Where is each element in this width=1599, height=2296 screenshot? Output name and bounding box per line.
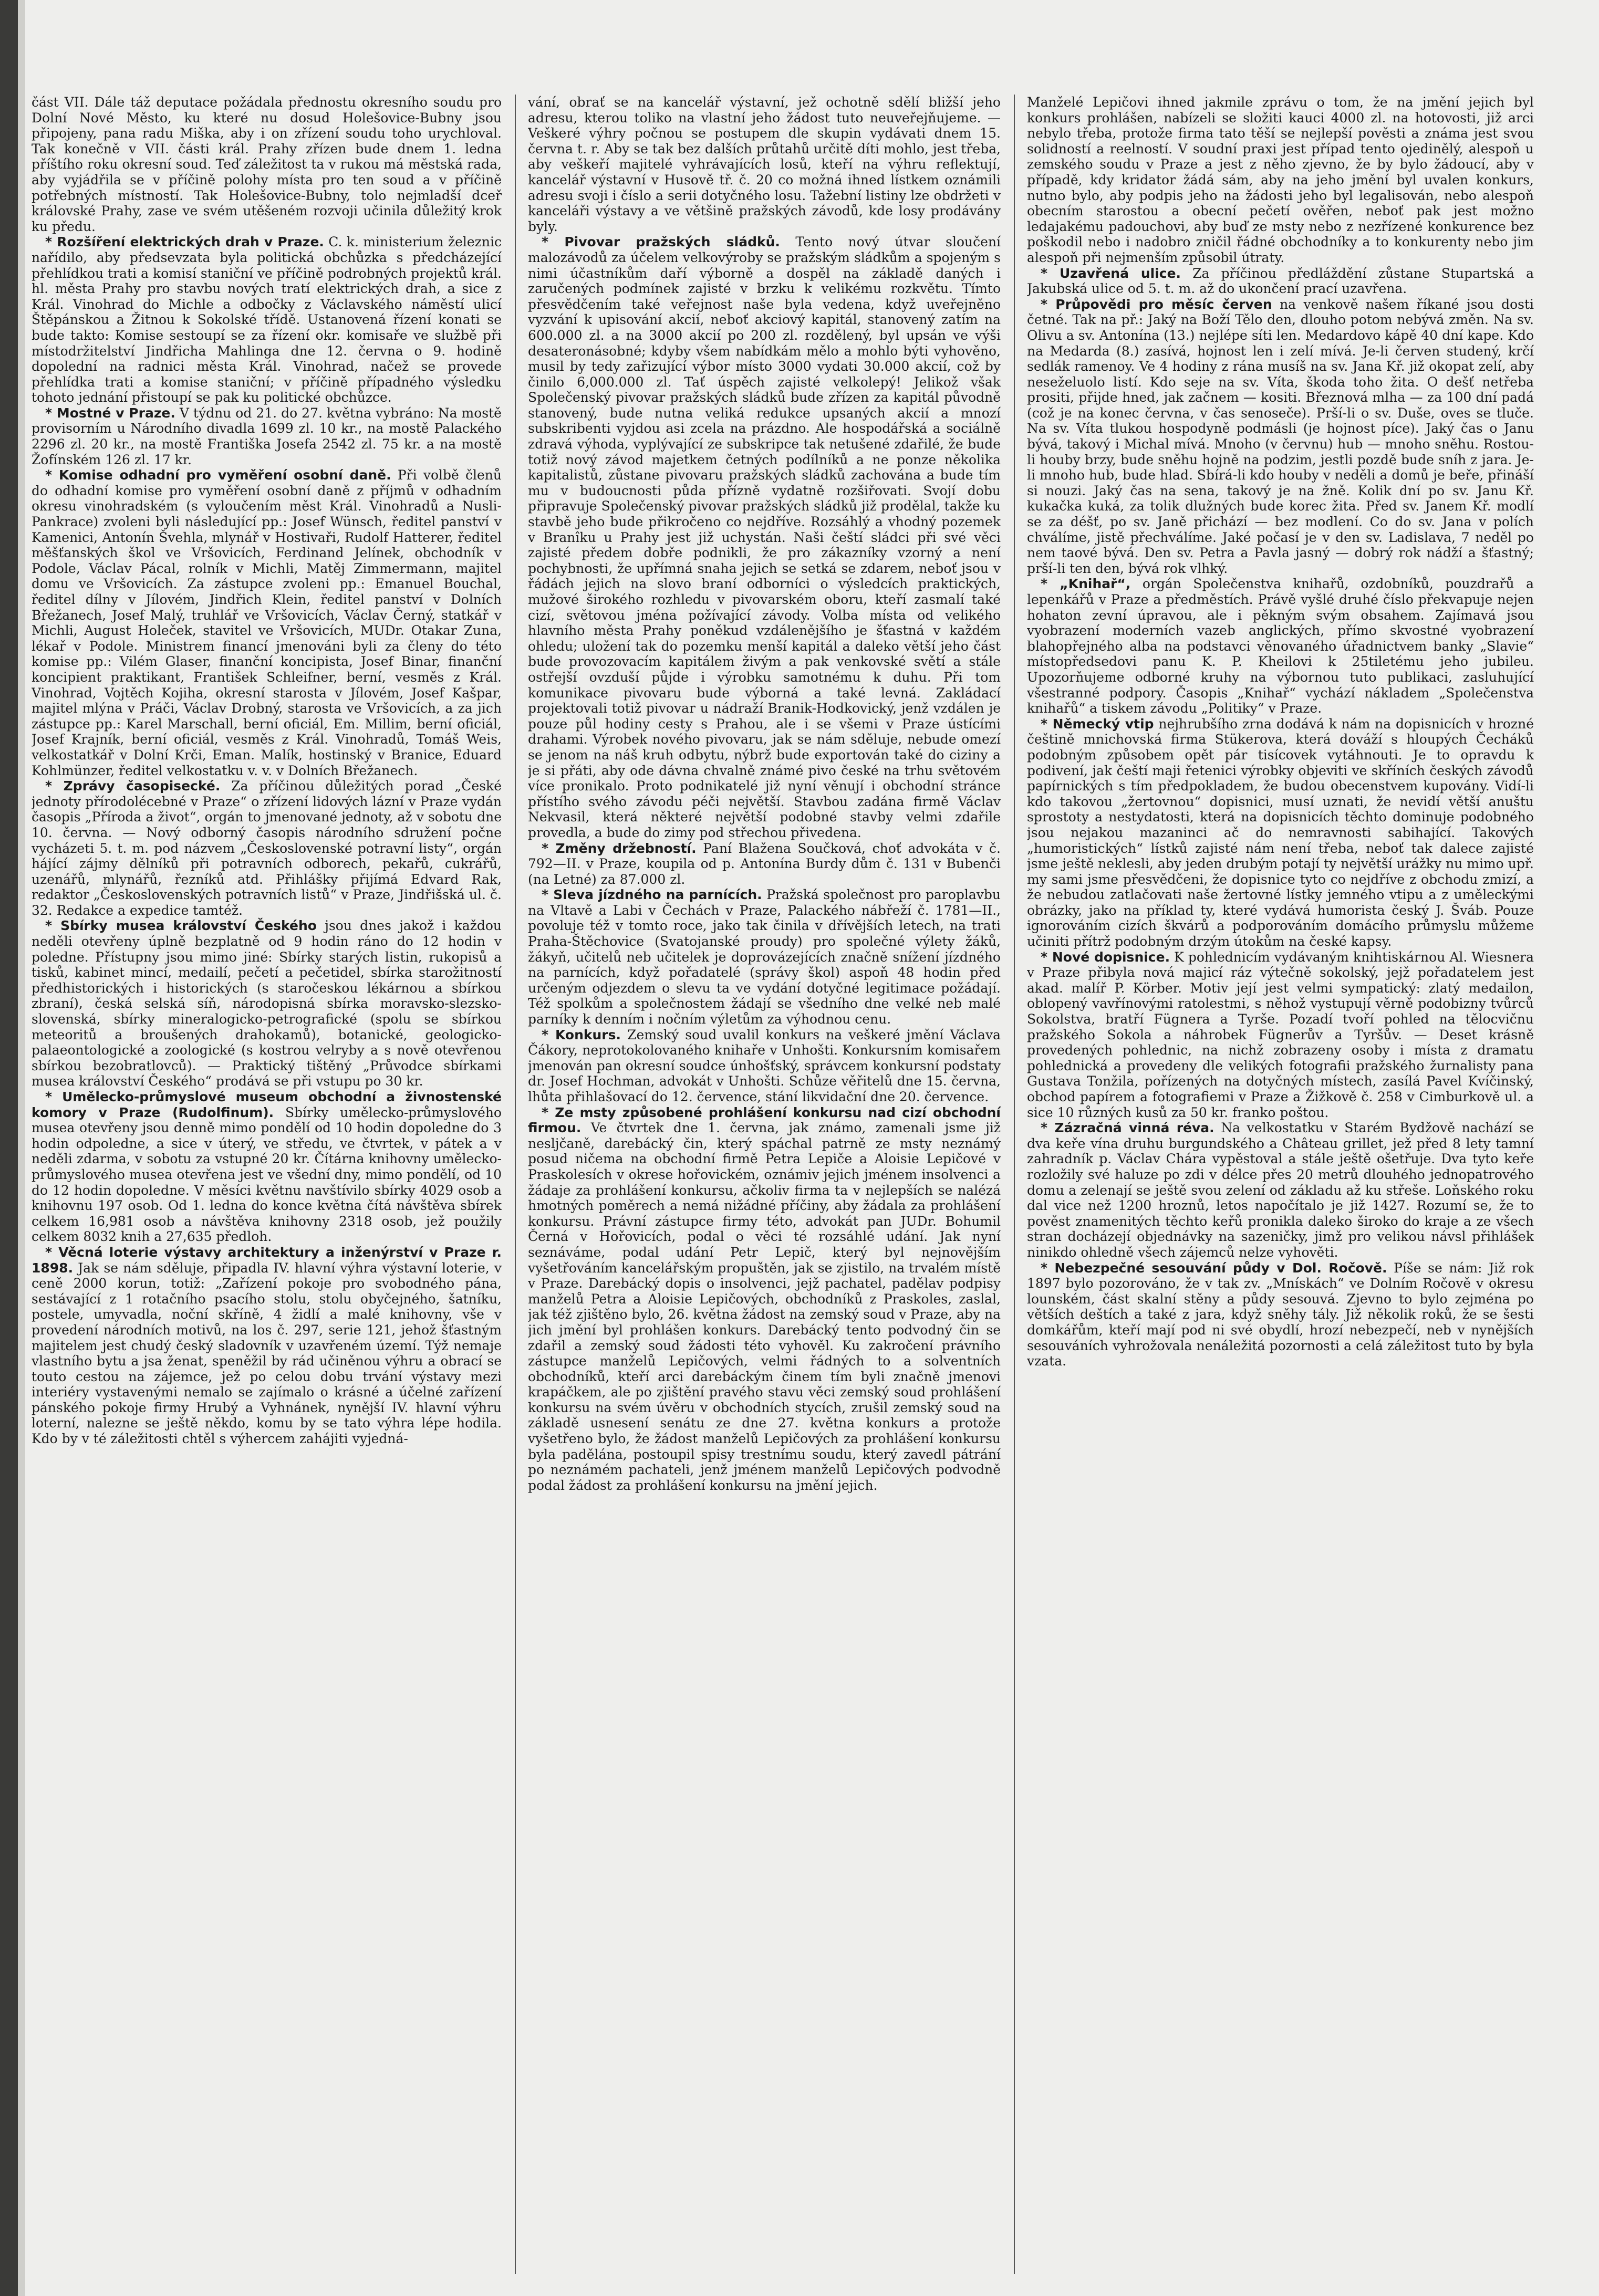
news-headline: * Rozšíření elektrických drah v Praze. — [45, 234, 324, 250]
scan-binding-edge — [0, 0, 18, 2296]
article-column-3 — [1027, 95, 1534, 2274]
news-item — [528, 841, 1001, 888]
news-text: V týdnu od 21. do 27. května vybráno: Na mostě provisorním u Národního divadla 1699 zl. 10 kr., na mostě Palackého 2296 zl. 20 kr., na mostě Františka Josefa 2542 zl. 75 kr. a na mostě Žofínském 126 zl. 17 kr. — [32, 405, 502, 467]
news-text: orgán Společenstva knihařů, ozdobníků, pouzdrařů a lepenkářů v Praze a předměstích. Právě vyšlé druhé číslo překvapuje nejen hohaton zevní úpravou, ale i pěkným svým obsahem. Zajímavá jsou vyobrazení moderních vazeb anglických, přímo skvostné vyobrazení blahopřejného alba na podstavci věnovaného úřadnictvem banky „Slavie“ místopředsedovi panu K. P. Kheilovi k 25tiletému jeho jubileu. Upozorňujeme odborné kruhy na výbornou tuto publikaci, zasluhující všestranné podpory. Časopis „Knihař“ vychází nákladem „Společenstva knihařů“ a tiskem závodu „Politiky“ v Praze. — [1027, 576, 1534, 716]
news-text: Pražská společnost pro paroplavbu na Vltavě a Labi v Čechách v Praze, Palackého nábřeží č. 1781—II., povoluje též v tomto roce, jako tak činila v dřívějších letech, na trati Praha-Štěchovice (Svatojanské proudy) pro společné výlety žáků, žákyň, učitelů neb učitelek je doprovázejících značně snížení jízdného na parnících, když pořadatelé (správy škol) aspoň 48 hodin před určeným odjezdem o slevu ta ve vydání dotyčné legitimace požádají. Též spolkům a společnostem žádají se všedního dne velké neb malé parníky k denním i nočním výletům za výhodnou cenu. — [528, 887, 1001, 1027]
news-text: Sbírky umělecko-průmyslového musea otevřeny jsou denně mimo pondělí od 10 hodin dopoledne do 3 hodin odpoledne, a sice v úterý, ve středu, ve čtvrtek, v pátek a v neděli zdarma, v sobotu za vstupné 20 kr. Čítárna knihovny umělecko-průmyslového musea otevřena jest ve všední dny, mimo pondělí, od 10 do 12 hodin dopoledne. V měsíci květnu navštívilo sbírky 4029 osob a knihovnu 197 osob. Od 1. ledna do konce května čítá návštěva sbírek celkem 16,981 osob a návštěva knihovny 2318 osob, jež použily celkem 8032 knih a 27,635 předloh. — [32, 1104, 502, 1245]
news-headline: * Konkurs. — [542, 1027, 621, 1042]
news-item — [32, 1245, 502, 1447]
news-text: C. k. ministerium železnic nařídilo, aby předsevzata byla politická obchůzka s předcházející přehlídkou trati a komisí staniční ve příčině podrobných projektů král. hl. města Prahy pro stavbu nových tratí elektrických drah, a sice z Král. Vinohrad do Michle a odbočky z Václavského náměstí ulicí Štěpánskou a Žitnou k Sokolské třídě. Ustanovená řízení konati se bude takto: Komise sestoupí se za řízení okr. komisaře ve službě při místodržitelství Jindřicha Mahlinga dne 12. června o 9. hodině dopolední na radnici města Král. Vinohrad, načež se provede přehlídka trati a komise staniční; v příčině případného výsledku tohoto jednání přistoupí se pak ku politické obchůzce. — [32, 234, 502, 405]
news-item — [1027, 266, 1534, 297]
news-text: Jak se nám sděluje, připadla IV. hlavní výhra výstavní loterie, v ceně 2000 korun, totiž: „Zařízení pokoje pro svobodného pána, sestávající z 1 rotačního psacího stolu, stolu obyčejného, šatníku, postele, umyvadla, noční skříně, 4 židlí a malé knihovny, vše v provedení národních motivů, na los č. 297, serie 121, jehož šťastným majitelem jest chudý český sladovník v uzavřeném území. Týž nemaje vlastního bytu a jsa ženat, speněžil by rád učiněnou výhru a obrací se touto cestou na zájemce, jež po celou dobu trvání výstavy mezi interiéry vystavenými nemalo se zajímalo o krásné a účelné zařízení pánského pokoje firmy Hrubý a Vyhnánek, nynější IV. hlavní výhru loterní, nalezne se ještě někdo, komu by se tato výhra lépe hodila. Kdo by v té záležitosti chtěl s výhercem zahájiti vyjedná- — [32, 1260, 502, 1447]
news-text: K pohlednicím vydávaným knihtiskárnou Al. Wiesnera v Praze přibyla nová majicí ráz výtečně sokolský, jejž pořadatelem jest akad. malíř P. Körber. Motiv její jest velmi sympatický: zlatý medailon, oblopený vavřínovými ratolestmi, s něhož vystupují věrně podobizny tvůrců Sokolstva, bratří Fügnera a Tyrše. Pozadí tvoří pohled na tělocvičnu pražského Sokola a náhrobek Fügnerův a Tyršův. — Deset krásně provedených pohlednic, na nichž zobrazeny osoby i místa z dramatu pohlednická a provedeny dle velikých fotografii pražského žurnalisty pana Gustava Tonžila, pořízených na dotyčných místech, zasílá Pavel Kvíčinský, obchod papírem a fotografiemi v Praze a Žižkově č. 258 v Cimburkově ul. a sice 10 různých kusů za 50 kr. franko poštou. — [1027, 949, 1534, 1120]
news-text: Tento nový útvar sloučení malozávodů za účelem velkovýroby se pražským sládkům a spojeným s nimi účastníkům daří výborně a dospěl na základě daných i zaručených podmínek zajisté v brzku k velikému rozkvětu. Tímto přesvědčením také veřejnost naše byla vedena, když uveřejněno vyzvání k upisování akcií, neboť akciový kapitál, stanovený zatím na 600.000 zl. a na 3000 akcií po 200 zl. rozdělený, byl upsán ve výši desateronásobné; kdyby všem nabídkám mělo a mohlo býti vyhověno, musil by tedy zařizující výbor místo 3000 vydati 30.000 akcií, což by činilo 6,000.000 zl. Tať úspěch zajisté velkolepý! Jelikož však Společenský pivovar pražských sládků bude zřízen za kapitál původně stanovený, bude nutna veliká redukce upsaných akcií a mnozí subskribenti vyjdou asi zcela na prázdno. Ale hospodářská a sociálně zdravá výhoda, vyplývající ze subskripce tak netušené zdařilé, že bude totiž nový závod majetkem četných podílníků a ne ponze několika kapitalistů, zůstane pivovaru pražských sládků zachována a bude tím mu v budoucnosti půda přízně vydatně rozšiřovati. Svojí dobu připravuje Společenský pivovar pražských sládků již prodělal, takže ku stavbě jeho bude přikročeno co nejdříve. Rozsáhlý a vhodný pozemek v Branîku u Prahy jest již uchystán. Naši čeští sládci při své věci zajisté předem dobře podnikli, že pro zákazníky vzorný a není pochybnosti, že upřímná snaha jejich se setká se zdarem, neboť jsou v řádách jejich na slovo braní odborníci o výsledcích praktických, mužové širokého rozhledu v pivovarském oboru, kteří zasmalí také cizí, světovou jména požívající závody. Volba místa od velikého hlavního města Prahy poněkud vzdálenějšího je šťastná v každém ohledu; uložení tak do pozemku menší kapitál a daleko větší jeho část bude provozovacím kapitálem živým a pak venkovské světí a stále ostřejší ovzduší půjde i výrobku samotnému k duhu. Při tom komunikace pivovaru bude výborná a také levná. Zakládací projektovali totiž pivovar u nádraží Branik-Hodkovický, jenž vzdálen je pouze půl hodiny cesty s Prahou, ale i se všemi v Praze ústícími drahami. Výrobek nového pivovaru, jak se nám sděluje, nebude omezí se jenom na náš kruh odbytu, nýbrž bude exportován také do ciziny a je si přáti, aby ode dávna chvalně známé pivo české na trhu světovém více pronikalo. Proto podnikatelé již nyní věnují i obchodní stránce přístího svého závodu péči největší. Stavbou zadána firmě Václav Nekvasil, která některé největší podobné stavby velmi zdařile provedla, a bude do zimy pod střechou přivedena. — [528, 234, 1001, 840]
news-item — [32, 1089, 502, 1245]
news-item — [1027, 95, 1534, 266]
article-column-2 — [528, 95, 1001, 2274]
news-headline: * Zprávy časopisecké. — [45, 778, 221, 794]
news-headline: * Změny držebností. — [542, 840, 697, 856]
news-text: Ve čtvrtek dne 1. června, jak známo, zamenali jsme již nesljčaně, darebácký čin, který spáchal patrně ze msty neznámý posud ničema na obchodní firmě Petra Lepiče a Aloisie Lepičové v Praskolesích v okrese hořovickém, oznámiv jejich jménem insolvenci a žádaje za prohlášení konkursu, ačkoliv firma ta v nejlepších se nalézá hmotných poměrech a nemá nižádné příčiny, aby žádala za prohlášení konkursu. Právní zástupce firmy této, advokát pan JUDr. Bohumil Černá v Hořovicích, podal o věci té rozsáhlé udání. Jak nyní seznáváme, podal udání Petr Lepič, který byl nejnovějším vyšetřováním kancelářským propuštěn, jak se zjistilo, na trvalém místě v Praze. Darebácký dopis o insolvenci, jejž pachatel, padělav podpisy manželů Petra a Aloisie Lepičových, obchodníků z Praskoles, zaslal, jak též zjištěno bylo, 26. května žádost na zemský soud v Praze, aby na jich jmění byl prohlášen konkurs. Darebácký tento podvodný čin se zdařil a zemský soud žádosti této vyhověl. Ku zakročení právního zástupce manželů Lepičových, velmi řádných to a solventních obchodníků, kteří arci darebáckým činem tím byli značně jmenovi krapáčkem, ale po zjištění pravého stavu věci zemský soud prohlášení konkursu na svém úvěru v obchodních stycích, zrušil zemský soud na základě usnesení senátu ze dne 27. května konkurs a protože vyšetřeno bylo, že žádost manželů Lepičových za prohlášení konkursu byla padělána, postoupil spisy trestnímu soudu, který zavedl pátrání po neznámém pachateli, jenž jménem manželů Lepičových podvodně podal žádost za prohlášení konkursu na jmění jejich. — [528, 1120, 1001, 1493]
news-headline: * Sbírky musea království Českého — [45, 918, 317, 934]
news-item — [32, 918, 502, 1089]
news-item — [32, 234, 502, 405]
news-item — [32, 405, 502, 467]
news-item — [1027, 576, 1534, 716]
news-headline: * „Knihař“, — [1041, 576, 1131, 592]
news-text: Zemský soud uvalil konkurs na veškeré jmění Václava Čákory, neprotokolovaného knihaře v Unhošti. Konkursním komisařem jmenován pan okresní soudce únhošťský, správcem konkursní podstaty dr. Josef Hochman, advokát v Unhošti. Schůze věřitelů dne 15. června, lhůta přihlašovací do 12. července, stání likvidační dne 20. července. — [528, 1027, 1001, 1104]
news-headline: * Průpovědi pro měsíc červen — [1041, 296, 1272, 312]
news-text: Manželé Lepičovi ihned jakmile zprávu o tom, že na jmění jejich byl konkurs prohlášen, nabízeli se složiti kauci 4000 zl. na hotovosti, již arci nebylo třeba, protože firma tato těší se nejlepší pověsti a známa jest svou solidností a reelností. V soudní praxi jest případ tento ojedinělý, alespoň u zemského soudu v Praze a jest z něho zjevno, že by bylo žádoucí, aby v případě, kdy kridator žádá sám, aby na jeho jmění byl uvalen konkurs, nutno bylo, aby podpis jeho na žádosti jeho byl legalisován, nebo alespoň obecním starostou a obecní pečetí ověřen, neboť pak jest možno ledajakému padouchovi, aby buď ze msty nebo z nezřízené konkurence bez poškodil nebo i nadobro zničil řádné obchodníky a to konkurenty nebo jim alespoň při nejmenším způsobil útraty. — [1027, 95, 1534, 265]
news-headline: * Mostné v Praze. — [45, 405, 175, 421]
news-headline: * Nebezpečné sesouvání půdy v Dol. Ročově. — [1041, 1260, 1387, 1276]
news-item — [1027, 1120, 1534, 1260]
news-item — [1027, 949, 1534, 1121]
news-item — [1027, 297, 1534, 577]
news-headline: * Zázračná vinná réva. — [1041, 1120, 1214, 1136]
scan-paper-edge — [18, 0, 25, 2296]
news-headline: * Nové dopisnice. — [1041, 949, 1170, 965]
news-headline: * Německý vtip — [1041, 716, 1154, 732]
news-text: jsou dnes jakož i každou neděli otevřeny úplně bezplatně od 9 hodin ráno do 12 hodin v poledne. Přístupny jsou mimo jiné: Sbírky starých listin, rukopisů a tisků, kabinet mincí, medailí, pečetí a pečetidel, sbírka starožitností předhistorických i historických (s staročeskou lékárnou a sbírkou zbraní), česká selská síň, národopisná sbírka moravsko-slezsko-slovenská, sbírky mineralogicko-petrografické (spolu se sbírkou meteoritů a broušených drahokamů), botanické, geologicko-palaeontologické a zoologické (s kostrou velryby a s nově otevřenou sbírkou bezobratlovců). — Praktický tištěný „Průvodce sbírkami musea království Českého“ prodává se při vstupu po 30 kr. — [32, 918, 502, 1089]
news-text: nejhrubšího zrna dodává k nám na dopisnicích v hrozné češtině mnichovská firma Stükerova, která dováží s hloupých Čecháků podobným způsobem opět pár tisícovek vytáhnouti. Je to opravdu k podivení, jak čeští maji řetenici výrobky objeviti ve skříních českých závodů papírnických s tím předpokladem, že budou obecenstvem kupovány. Vidí-li kdo takovou „žertovnou“ dopisnici, musí uznati, že nevidí větší anuštu sprostoty a nestydatosti, která na dopisnicích těchto dominuje podobného jsou nejakou mazaninci ač do nemravnosti sabihající. Takových „humoristických“ lístků zajisté nám není třeba, neboť tak dalece zajisté jsme ještě neklesli, aby jeden drubým potají ty největší urážky nu mimo upř. my sami jsme přesvědčeni, že dopisnice tyto co nejdříve z obchodu zmizí, a že nebudou zatlačovati naše žertovné lístky jemného vtipu a z uměleckými obrázky, jako na příklad ty, které vydává humorista český J. Šváb. Pouze ignorováním cizích škvárů a podporováním domácího průmyslu můžeme učiniti přítrž podobným drzým útokům na české kapsy. — [1027, 716, 1534, 949]
news-headline: * Umělecko-průmyslové museum obchodní a živnostenské komory v Praze (Rudolfinum). — [32, 1089, 502, 1120]
news-item — [528, 234, 1001, 840]
news-headline: * Ze msty způsobené prohlášení konkursu nad cizí obchodní firmou. — [528, 1104, 1001, 1136]
news-item — [32, 778, 502, 918]
news-headline: * Komise odhadní pro vyměření osobní daně. — [45, 467, 391, 483]
news-item — [32, 467, 502, 778]
news-text: Za příčinou důležitých porad „České jednoty přírodolécebné v Praze“ o zřízení lidových lázní v Praze vydán časopis „Příroda a život“, orgán to jmenované jednoty, až v sobotu dne 10. června. — Nový odborný časopis národního sdružení počne vycházeti 5. t. m. pod názvem „Československé potravní listy“, orgán hájící zájmy dělníků při potravních odborech, pekařů, cukrářů, uzenářů, mlynářů, řezníků atd. Přihlášky přijímá Edvard Rak, redaktor „Československých potravních listů“ v Praze, Jindřišská ul. č. 32. Redakce a expedice tamtéž. — [32, 778, 502, 918]
news-text: vání, obrať se na kancelář výstavní, jež ochotně sdělí bližší jeho adresu, kterou toliko na vlastní jeho žádost tuto neuveřejňujeme. — Veškeré výhry počnou se postupem dle skupin vydávati dnem 15. června t. r. Aby se tak bez dalších průtahů určitě díti mohlo, jest třeba, aby veškeří majitelé vyhrávajících losů, kteří na výhru reflektují, kancelář výstavní v Husově tř. č. 20 co možná ihned lístkem oznámili adresu svoji i číslo a serii dotyčného losu. Tažební listiny lze obdržeti v kanceláři výstavy a ve většině pražských závodů, kde losy prodávány byly. — [528, 95, 1001, 234]
column-divider — [515, 95, 516, 2274]
news-text: Paní Blažena Součková, choť advokáta v č. 792—II. v Praze, koupila od p. Antonína Burdy dům č. 131 v Bubenči (na Letné) za 87.000 zl. — [528, 840, 1001, 887]
news-item — [1027, 1260, 1534, 1369]
news-text: Při volbě členů do odhadní komise pro vyměření osobní daně z příjmů v odhadním okresu vinohradském (s vyloučením měst Král. Vinohradů a Nusli-Pankrace) zvoleni byli následující pp.: Josef Wünsch, ředitel panství v Kamenici, Antonín Švehla, mlynář v Hostivaři, Rudolf Hatterer, ředitel měšťanských škol ve Vršovicích, Ferdinand Jelínek, obchodník v Podole, Václav Pácal, rolník v Michli, Matěj Zimmermann, majitel domu ve Vršovicích. Za zástupce zvoleni pp.: Emanuel Bouchal, ředitel dílny v Jílovém, Jindřich Klein, ředitel panství v Dolních Břežanech, Josef Malý, truhlář ve Vršovicích, Václav Černý, statkář v Michli, August Holeček, stavitel ve Vršovicích, MUDr. Otakar Zuna, lékař v Podole. Ministrem financí jmenováni byli za členy do této komise pp.: Vilém Glaser, finanční koncipista, Josef Binar, finanční koncipient praktikant, František Schleifner, berní, vesměs z Král. Vinohrad, Vojtěch Kojiha, okresní starosta v Jílovém, Josef Kašpar, majitel mlýna v Práči, Václav Drobný, starosta ve Vršovicích, a za jich zástupce pp.: Karel Marschall, berní oficiál, Em. Millim, berní oficiál, Josef Krajník, berní oficiál, vesměs z Král. Vinohradů, Tomáš Weis, velkostatkář v Dolní Krči, Eman. Malík, hostinský v Branice, Eduard Kohlmünzer, ředitel velkostatku v. v. v Dolních Břežanech. — [32, 467, 502, 778]
news-item — [1027, 716, 1534, 949]
news-text: Píše se nám: Již rok 1897 bylo pozorováno, že v tak zv. „Mnískách“ ve Dolním Ročově v okresu lounském, část skalní stěny a půdy sesouvá. Zjevno to bylo zejména po větších deštích a také z jara, když sněhy tály. Již několik roků, že se šesti domkářům, kteří mají pod ni své obydlí, hrozí nebezpečí, neb v nynějších sesouváních vyhrožovala nenáležitá pozornosti a celá záležitost tuto by byla vzata. — [1027, 1260, 1534, 1369]
news-text: Za příčinou předláždění zůstane Stupartská a Jakubská ulice od 5. t. m. až do ukončení prací uzavřena. — [1027, 265, 1534, 297]
news-text: část VII. Dále táž deputace požádala přednostu okresního soudu pro Dolní Nové Město, ku které nu dosud Holešovice-Bubny jsou připojeny, pana radu Miška, aby i on zřízení soudu toho urychloval. Tak konečně v VII. části král. Prahy zřízen bude dnem 1. ledna příštího roku okresní soud. Teď záležitost ta v rukou má městská rada, aby vyjádřila se v příčině polohy místa pro ten soud a v příčině potřebných místností. Tak Holešovice-Bubny, tolo nejmladší dceř královské Prahy, zase ve svém utěšeném rozvoji učinila důležitý krok ku předu. — [32, 95, 502, 234]
newspaper-page — [32, 95, 1586, 2274]
news-headline: * Uzavřená ulice. — [1041, 265, 1181, 281]
news-item — [528, 95, 1001, 234]
news-item — [528, 1027, 1001, 1105]
news-headline: * Pivovar pražských sládků. — [542, 234, 780, 250]
news-headline: * Sleva jízdného na parnících. — [542, 887, 762, 903]
column-divider — [1014, 95, 1015, 2274]
news-text: na venkově našem říkané jsou dosti četné. Tak na př.: Jaký na Boží Tělo den, dlouho potom nebývá změn. Na sv. Olivu a sv. Antonína (13.) nejlépe síti len. Medardovo kápě 40 dní kape. Kdo na Medarda (8.) zasívá, hojnost len i zelí mívá. Je-li červen studený, krčí sedlák ramenoy. Ve 4 hodiny z rána musíš na sv. Jana Kř. již okopat zelí, aby neseželuolo listí. Kdo seje na sv. Víta, škoda toho žita. O dešť netřeba prositi, přijde hned, jak začnem — kositi. Březnová mlha — za 100 dní padá (což je na konec června, v čas senoseče). Prší-li o sv. Duše, oves se tluče. Na sv. Víta tlukou hospodyně podmásli (je hojnost píce). Jaký čas o Janu bývá, takový i Michal mívá. Mnoho (v červnu) hub — mnoho sněhu. Rostou-li houby brzy, bude sněhu hojně na podzim, jestli pozdě bude sníh z jara. Je-li mnoho hub, bude hlad. Sbírá-li kdo houby v neděli a domů je beře, přináší si nouzi. Jaký čas na sena, takový je na žně. Kolik dní po sv. Janu Kř. kukačka kuká, za tolik dlužných bude korec žita. Před sv. Janem Kř. modlí se za déšť, po sv. Janě přichází — bez modlení. Co do sv. Jana v polích chválíme, jistě přechválíme. Jaké počasí je v den sv. Ladislava, 7 neděl po nem taové bývá. Den sv. Petra a Pavla jasný — dobrý rok nádží a šťastný; prší-li ten den, bývá rok vlhký. — [1027, 296, 1534, 576]
news-text: Na velkostatku v Starém Bydžově nachází se dva keře vína druhu burgundského a Château grillet, jež před 8 lety tamní zahradník p. Václav Chára vypěstoval a stále ještě ošetřuje. Dva tyto keře rozložily své haluze po zdi v délce přes 20 metrů dlouhého jednopatrového domu a zelenají se ještě svou zelení od základu až ku střeše. Loňského roku dal vice než 1200 hroznů, letos napočítalo je již 1427. Rozumí se, že to pověst znamenitých těchto keřů pronikla daleko široko do kraje a ze všech stran docházejí objednávky na sazeničky, jimž pro velikou návsl přihlášek ninikdo ohledně všech zájemců nelze vyhověti. — [1027, 1120, 1534, 1260]
news-headline: * Věcná loterie výstavy architektury a inženýrství v Praze r. 1898. — [32, 1244, 502, 1276]
article-column-1 — [32, 95, 502, 2274]
news-item — [528, 887, 1001, 1027]
news-item — [32, 95, 502, 234]
news-item — [528, 1105, 1001, 1494]
